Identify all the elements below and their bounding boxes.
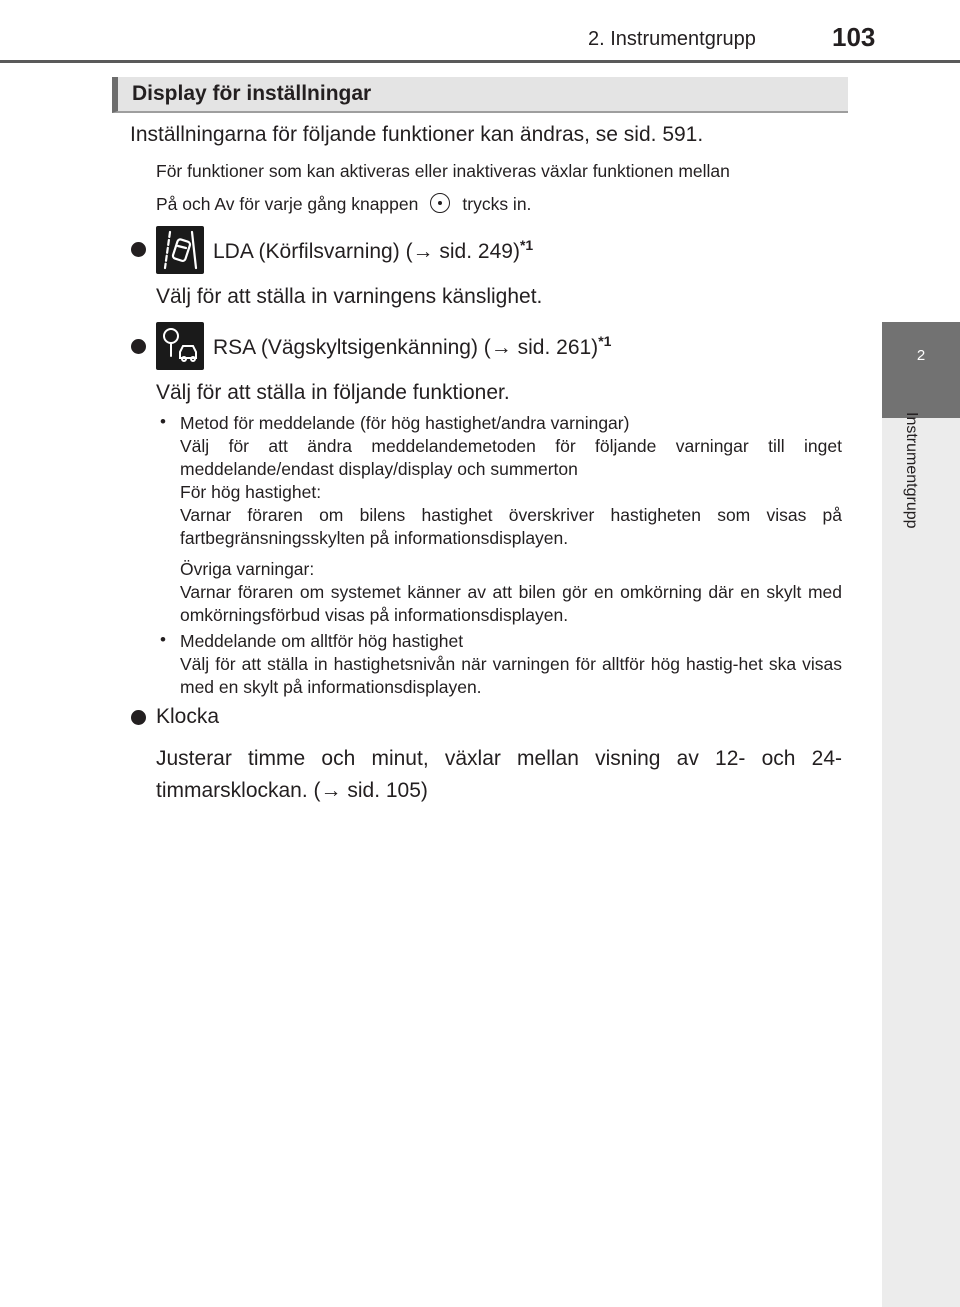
header-rule [0,60,960,63]
item-title: Klocka [156,705,220,728]
item-bullet [131,242,146,257]
note-line-2 [156,193,531,215]
intro-text: Inställningarna för följande funktioner kan ändras, se sid. 591. [130,123,704,146]
note-line-2-start: På och Av för varje gång knappen [156,194,419,214]
note-line-2-end: trycks in. [462,194,532,214]
footnote-marker: *1 [598,333,612,349]
sub-bullet: • [160,630,166,649]
road-sign-assist-icon [156,322,204,370]
item-title [213,237,533,264]
subitem-paragraph: Varnar föraren om bilens hastighet överskriver hastigheten som visas på fartbegränsningsskylten på informationsdisplayen. [180,505,842,548]
subitem-paragraph: Varnar föraren om systemet känner av att bilen gör en omkörning där en skylt med omkörningsförbud visas på informationsdisplayen. [180,582,842,625]
subitem-heading: Övriga varningar: [180,559,315,579]
lane-departure-icon [156,226,204,274]
item-bullet [131,710,146,725]
item-title-text: RSA (Vägskyltsigenkänning) (→ sid. 261) [213,336,599,359]
section-heading [112,77,848,113]
item-bullet [131,339,146,354]
sub-bullet: • [160,412,166,431]
chapter-tab-number: 2 [916,347,926,364]
dial-button-icon [430,193,450,213]
chapter-sidebar [882,418,960,1307]
section-title: Display för inställningar [132,82,372,105]
item-body: Välj för att ställa in varningens känslighet. [156,285,543,308]
chapter-tab-label: Instrumentgrupp [903,412,920,529]
subitem-paragraph: Välj för att ställa in hastighetsnivån när varningen för alltför hög hastig-het ska visas med en skylt på informationsdisplayen. [180,654,842,697]
chapter-tab [882,322,960,418]
item-title [213,333,611,360]
footnote-marker: *1 [519,237,534,253]
subitem-title: Meddelande om alltför hög hastighet [180,631,464,651]
page-number: 103 [832,22,876,52]
note-line-1: För funktioner som kan aktiveras eller inaktiveras växlar funktionen mellan [156,161,730,181]
subitem-title: Metod för meddelande (för hög hastighet/andra varningar) [180,413,630,433]
item-body: Justerar timme och minut, växlar mellan visning av 12- och 24-timmarsklockan. (→ sid. 105) [156,747,842,802]
subitem-paragraph: Välj för att ändra meddelandemetoden för följande varningar till inget meddelande/endast display/display och summerton [180,436,842,479]
item-title-text: LDA (Körfilsvarning) (→ sid. 249) [213,240,520,263]
subitem-heading: För hög hastighet: [180,482,322,502]
chapter-title: 2. Instrumentgrupp [588,28,756,50]
item-body: Välj för att ställa in följande funktioner. [156,381,510,404]
